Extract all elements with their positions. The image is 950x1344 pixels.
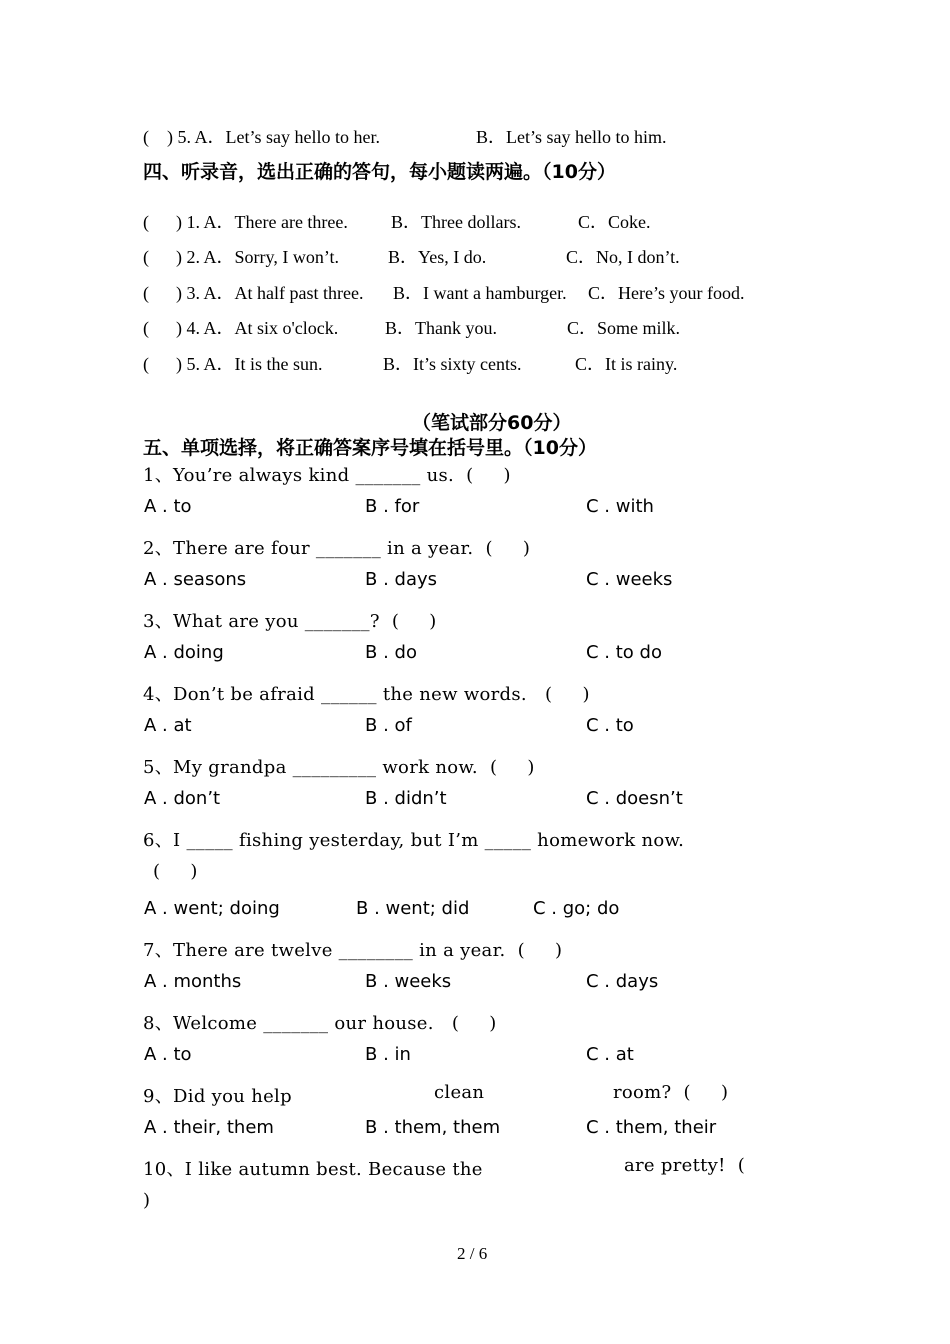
question-text: 6、I _____ fishing yesterday, but I’m _____ homework now.	[143, 830, 685, 851]
question-text: ( ) 4. A．At six o'clock.	[143, 318, 339, 338]
option-c: C．Some milk.	[567, 318, 681, 338]
option-b: B．It’s sixty cents.	[383, 354, 522, 374]
option-b: B．Three dollars.	[391, 212, 521, 232]
option-b: B．I want a hamburger.	[393, 283, 567, 303]
option-b: B . didn’t	[365, 788, 447, 809]
option-c: C . go; do	[533, 898, 620, 919]
option-a: A . their, them	[144, 1117, 274, 1138]
question-text: 7、There are twelve ________ in a year. ( )	[143, 940, 563, 961]
question-text-part: 9、Did you help	[143, 1086, 292, 1107]
option-c: C . days	[586, 971, 659, 992]
option-a: A . went; doing	[144, 898, 280, 919]
option-c: C . with	[586, 496, 654, 517]
option-b: B . went; did	[356, 898, 470, 919]
question-text: 3、What are you _______? ( )	[143, 611, 437, 632]
question-text: ( ) 2. A．Sorry, I won’t.	[143, 247, 339, 267]
option-c: C . weeks	[586, 569, 673, 590]
option-b: B . do	[365, 642, 417, 663]
option-a: A . months	[144, 971, 242, 992]
question-text: ( ) 3. A．At half past three.	[143, 283, 364, 303]
option-b: B . them, them	[365, 1117, 501, 1138]
option-b: B . in	[365, 1044, 411, 1065]
question-text: ( ) 1. A．There are three.	[143, 212, 348, 232]
section-title: 四、听录音，选出正确的答句，每小题读两遍。（10分）	[143, 161, 616, 183]
question-text-part: 10、I like autumn best. Because the	[143, 1159, 483, 1180]
option-b: B．Yes, I do.	[388, 247, 487, 267]
part-heading: （笔试部分60分）	[412, 412, 572, 434]
page-number: 2 / 6	[457, 1244, 488, 1263]
answer-bracket: )	[143, 1190, 151, 1211]
option-b: B . days	[365, 569, 437, 590]
option-c: C．Coke.	[578, 212, 651, 232]
option-c: C．No, I don’t.	[566, 247, 680, 267]
question-text-part: room? ( )	[613, 1082, 729, 1103]
option-b: B . for	[365, 496, 420, 517]
option-c: C．Here’s your food.	[588, 283, 745, 303]
option-b: B . of	[365, 715, 412, 736]
question-text: 8、Welcome _______ our house. ( )	[143, 1013, 497, 1034]
question-text: 2、There are four _______ in a year. ( )	[143, 538, 531, 559]
section-title: 五、单项选择，将正确答案序号填在括号里。（10分）	[143, 437, 597, 459]
option-b: B．Thank you.	[385, 318, 497, 338]
answer-bracket: ( )	[153, 861, 198, 882]
question-text: 1、You’re always kind _______ us. ( )	[143, 465, 511, 486]
question-text-part: clean	[434, 1082, 485, 1103]
question-text-part: are pretty! (	[624, 1155, 746, 1176]
question-text: 4、Don’t be afraid ______ the new words. ( )	[143, 684, 590, 705]
option-c: C．It is rainy.	[575, 354, 678, 374]
option-a: A . to	[144, 1044, 192, 1065]
option-a: A . at	[144, 715, 192, 736]
question-text: ( ) 5. A．Let’s say hello to her.	[143, 127, 380, 147]
option-c: C . them, their	[586, 1117, 717, 1138]
option-c: C . doesn’t	[586, 788, 683, 809]
option-c: C . at	[586, 1044, 634, 1065]
option-c: C . to	[586, 715, 634, 736]
question-text: 5、My grandpa _________ work now. ( )	[143, 757, 535, 778]
option-a: A . to	[144, 496, 192, 517]
option-c: C . to do	[586, 642, 662, 663]
option-a: A . doing	[144, 642, 224, 663]
option-b: B．Let’s say hello to him.	[476, 127, 667, 147]
option-b: B . weeks	[365, 971, 452, 992]
option-a: A . seasons	[144, 569, 247, 590]
question-text: ( ) 5. A．It is the sun.	[143, 354, 323, 374]
option-a: A . don’t	[144, 788, 221, 809]
